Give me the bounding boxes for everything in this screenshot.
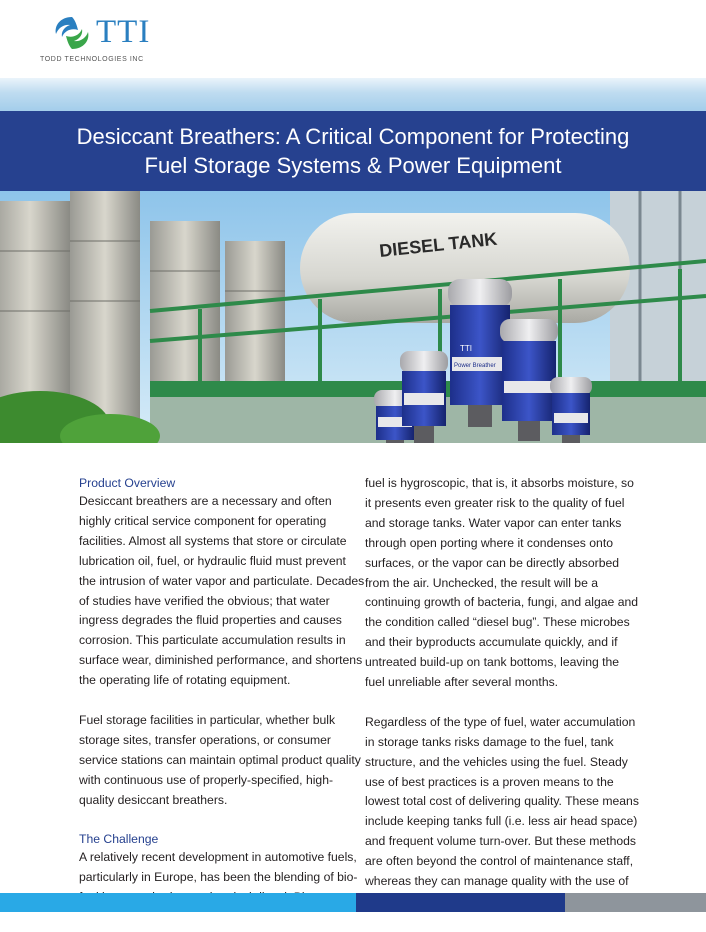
footer-bar-light-blue <box>0 893 356 912</box>
brand-name: TTI <box>96 14 151 50</box>
right-column <box>365 474 640 932</box>
hero-illustration <box>0 191 706 443</box>
tti-logo-icon <box>50 14 94 52</box>
title-band <box>0 111 706 191</box>
brand-tagline: TODD TECHNOLOGIES INC <box>40 56 144 63</box>
overview-paragraph-2: Fuel storage facilities in particular, whether bulk storage sites, transfer operations, or consumer service stations can maintain optimal product quality with continuous use of properly-specified, high-quality desiccant breathers. <box>79 712 361 807</box>
title-line-1: Desiccant Breathers: A Critical Component for Protecting <box>76 124 630 149</box>
hero-image <box>0 191 706 443</box>
challenge-paragraph-1: A relatively recent development in automotive fuels, particularly in Europe, has been the blending of bio- <box>79 850 358 885</box>
section-heading-challenge: The Challenge <box>79 832 159 847</box>
tank-label: DIESEL TANK <box>378 228 499 261</box>
right-paragraph-1: fuel is hygroscopic, that is, it absorbs moisture, so it presents even greater risk to the quality of fuel and storage tanks. Water vapor can enter tanks through open porting where it condenses onto surfaces, or the vapor can be directly absorbed from the air. Unchecked, the result will be a continuing growth of bacteria, fungi, and algae and the condition called “diesel bug”. These microbes and their byproducts accumulate quickly, and if untreated build-up on tank bottoms, leaving the fuel unreliable after several months. <box>365 476 639 690</box>
sky-strip <box>0 78 706 114</box>
product-logo-text: TTI <box>460 344 472 353</box>
left-column <box>79 474 365 928</box>
overview-paragraph-1: Desiccant breathers are a necessary and often highly critical service component for operating facilities. Almost all systems that store or circulate lubrication oil, fuel, or hydraulic fluid must prevent the intrusion of water vapor and particulate. Decades of studies have verified the obvious; that water ingress degrades the fluid properties and causes corrosion. This particulate accumulation results in surface wear, diminished performance, and shortens the operating life of rotating equipment. <box>79 494 365 688</box>
title-line-2: Fuel Storage Systems & Power Equipment <box>144 153 562 178</box>
footer-bar-dark-blue <box>356 893 565 912</box>
section-heading-overview: Product Overview <box>79 476 176 490</box>
footer-bar-gray <box>565 893 706 912</box>
page-title <box>33 122 673 180</box>
product-caption: Power Breather <box>454 363 496 369</box>
right-paragraph-2: Regardless of the type of fuel, water accumulation in storage tanks risks damage to the fuel, tank structure, and the vehicles using the fuel. Steady use of best practices is a proven means to the lowest total cost of delivering quality. These means include keeping tanks full (i.e. less air head space) and frequent volume turn-over. But these methods are often beyond the control of maintenance staff, whereas they can manage quality with the use of <box>365 714 639 889</box>
header <box>0 0 706 78</box>
